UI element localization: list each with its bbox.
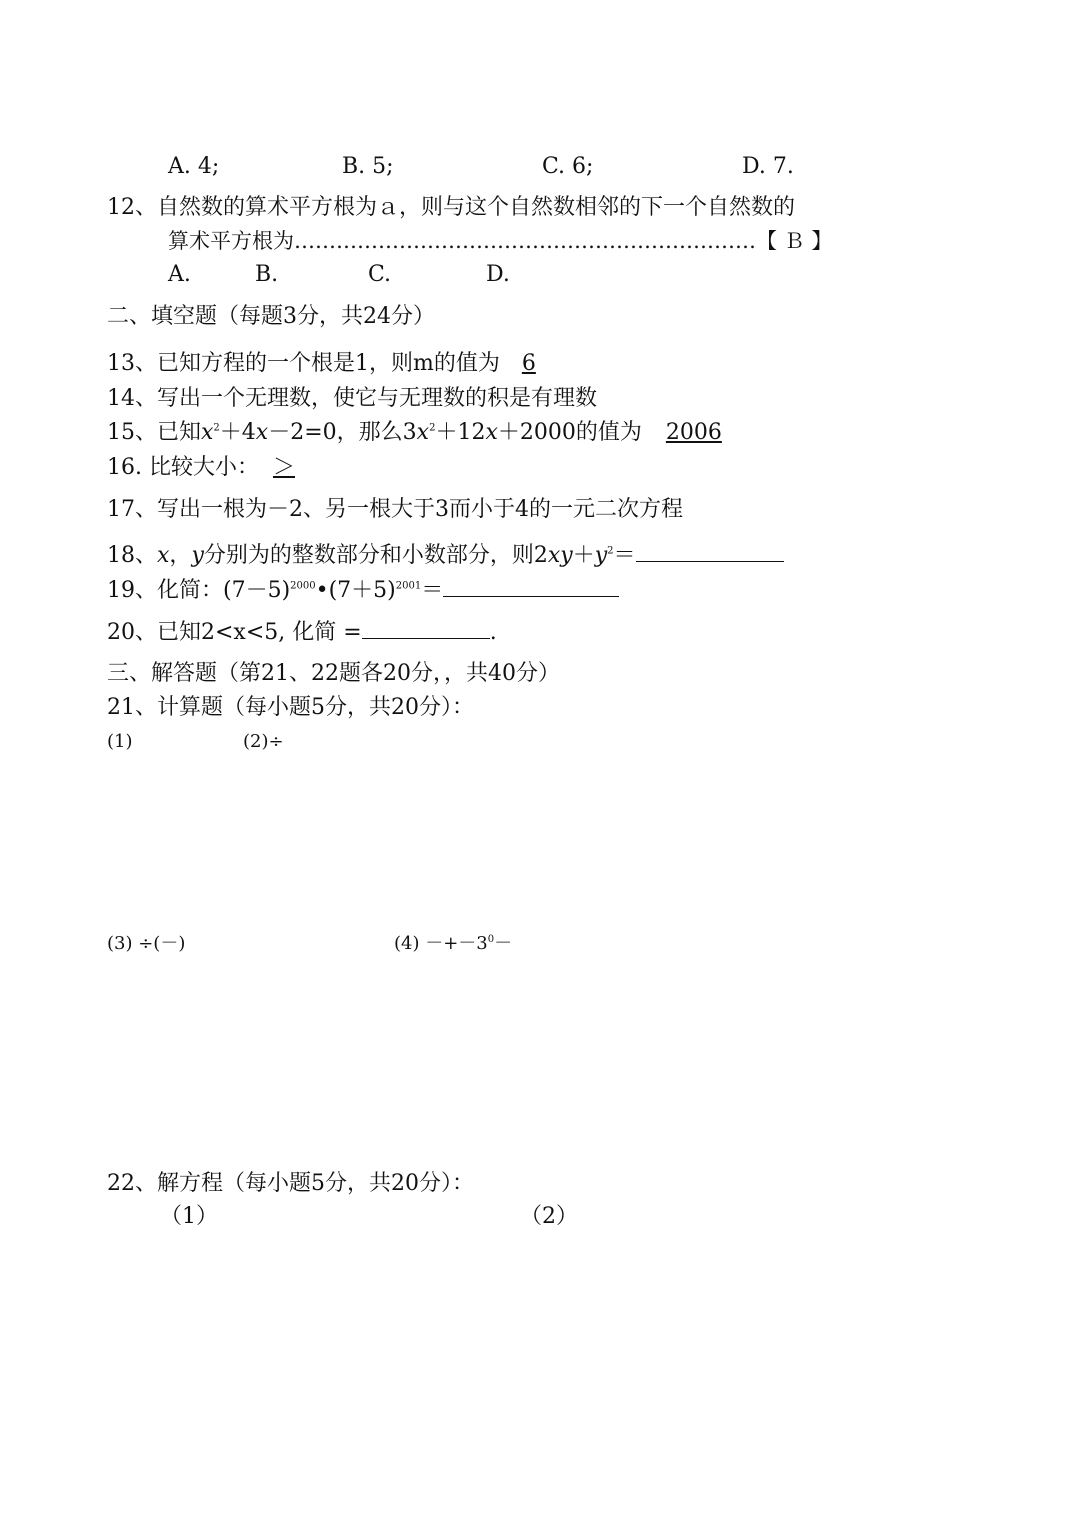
q16 (107, 454, 297, 482)
q21-part-1: (1) (107, 731, 133, 752)
q21-part-4-text-1: (4) －+－3 (394, 933, 488, 954)
q18 (107, 541, 784, 570)
section3-title: 三、解答题（第21、22题各20分，，共40分） (107, 661, 560, 686)
q19-exp-1: 2000 (290, 580, 316, 592)
q11-option-b: B. 5; (342, 154, 394, 179)
q15-text-4: ＋12 (435, 420, 486, 445)
q12-option-b: B. (255, 262, 279, 287)
q21-part-2: (2)÷ (243, 731, 284, 752)
q20 (107, 618, 497, 647)
q18-text-3: 分别为的整数部分和小数部分，则2 (203, 543, 548, 568)
q19-text-3: ＝ (421, 578, 444, 603)
q15-text-2: ＋4 (219, 420, 256, 445)
q15-x4: x (485, 420, 498, 445)
q12-option-a: A. (168, 262, 191, 287)
q11-option-d: D. 7. (742, 154, 794, 179)
q11-option-c: C. 6; (542, 154, 594, 179)
q21-part-4-exp: 0 (487, 934, 495, 945)
q20-text: 20、已知2<x<5, 化简 = (107, 620, 362, 645)
q12-line2: 算术平方根为…………………………………………………………【 Ｂ 】 (168, 229, 833, 253)
q15-text-1: 15、已知 (107, 420, 201, 445)
q12-line1: 12、自然数的算术平方根为ａ，则与这个自然数相邻的下一个自然数的 (107, 195, 795, 220)
q14: 14、写出一个无理数，使它与无理数的积是有理数 (107, 386, 597, 411)
q22-part-1: （1） (160, 1204, 218, 1229)
q18-y: y (191, 543, 204, 568)
q18-x: x (157, 543, 170, 568)
q17: 17、写出一根为－2、另一根大于3而小于4的一元二次方程 (107, 497, 683, 522)
q15-text-3: －2=0，那么3 (268, 420, 417, 445)
q18-text-4: ＋ (572, 543, 595, 568)
q19-text-2: •(7＋5) (315, 578, 396, 603)
q21-part-4-text-2: － (494, 933, 513, 954)
q15-text-5: ＋2000的值为 (497, 420, 642, 445)
q21-part-3: (3) ÷(－) (107, 933, 186, 954)
q18-xy: xy (547, 543, 573, 568)
q12-option-c: C. (368, 262, 392, 287)
q21-part-4 (394, 930, 512, 958)
q11-option-a: A. 4; (168, 154, 220, 179)
q20-blank (362, 618, 490, 639)
q18-sq: 2 (607, 545, 614, 557)
q18-y2: y (594, 543, 608, 568)
q15-sq: 2 (213, 422, 220, 434)
q22-part-2: （2） (520, 1204, 578, 1229)
q13-answer: 6 (521, 351, 536, 376)
q15-sq2: 2 (429, 422, 436, 434)
q15-answer: 2006 (665, 420, 722, 445)
q15 (107, 419, 722, 447)
q22-title: 22、解方程（每小题5分，共20分）： (107, 1171, 474, 1196)
q16-text: 16. 比较大小： (107, 455, 259, 480)
q15-x3: x (416, 420, 430, 445)
q19-exp-2: 2001 (395, 580, 422, 592)
q12-option-d: D. (486, 262, 510, 287)
q13-text: 13、已知方程的一个根是1，则m的值为 (107, 351, 500, 376)
q15-x: x (201, 420, 214, 445)
q18-text-5: ＝ (613, 543, 636, 568)
q19 (107, 576, 619, 605)
q16-answer: ＞ (272, 455, 295, 480)
q13 (107, 350, 538, 378)
q18-text-2: ， (169, 543, 192, 568)
q19-text-1: 19、化简：(7－5) (107, 578, 291, 603)
q21-title: 21、计算题（每小题5分，共20分）： (107, 695, 474, 720)
section2-title: 二、填空题（每题3分，共24分） (107, 304, 435, 329)
q19-blank (443, 576, 619, 597)
q18-blank (636, 541, 784, 562)
q18-text-1: 18、 (107, 543, 157, 568)
q20-end: . (489, 620, 497, 645)
q15-x2: x (255, 420, 269, 445)
